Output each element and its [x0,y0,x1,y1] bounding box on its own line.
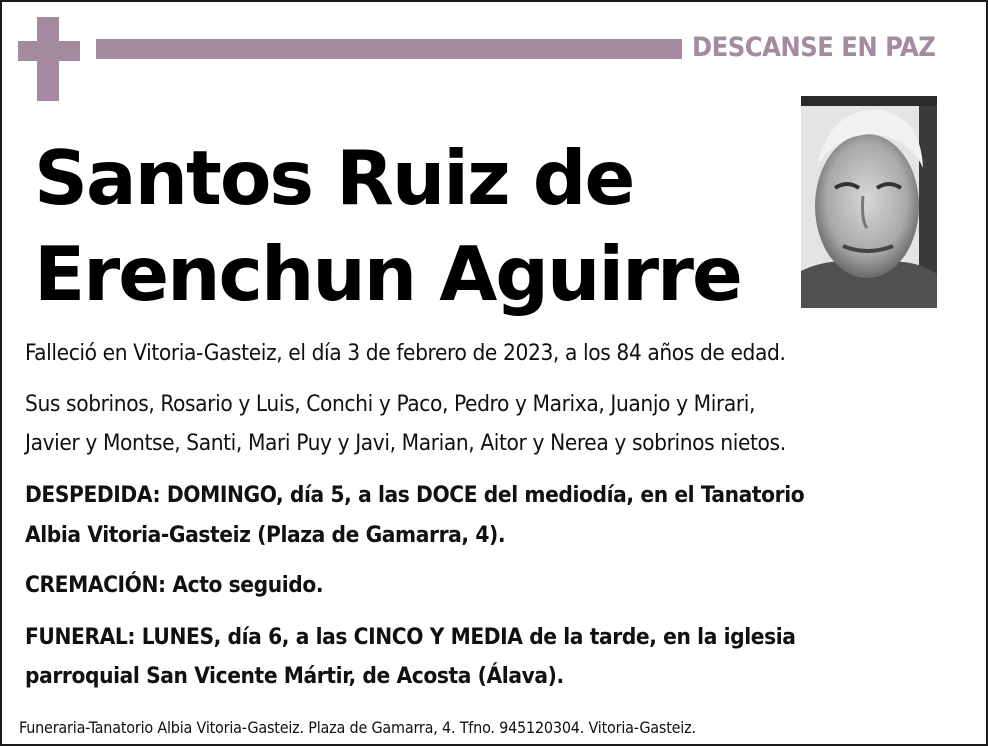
deceased-name-line1: Santos Ruiz de [34,134,634,222]
header-bar [96,39,682,59]
portrait-photo [801,96,937,308]
deceased-name-line2: Erenchun Aguirre [34,230,741,318]
deceased-name [34,130,754,322]
despedida-line-1: DESPEDIDA: DOMINGO, día 5, a las DOCE del mediodía, en el Tanatorio [25,482,805,508]
funeral-home-footer: Funeraria-Tanatorio Albia Vitoria-Gasteiz. Plaza de Gamarra, 4. Tfno. 945120304. Vitoria-Gasteiz. [19,718,696,737]
funeral-line-2: parroquial San Vicente Mártir, de Acosta (Álava). [25,663,564,689]
family-line-2: Javier y Montse, Santi, Mari Puy y Javi, Marian, Aitor y Nerea y sobrinos nietos. [25,430,786,456]
cremacion: CREMACIÓN: Acto seguido. [25,572,324,598]
header-title: DESCANSE EN PAZ [692,32,936,63]
family-line-1: Sus sobrinos, Rosario y Luis, Conchi y Paco, Pedro y Marixa, Juanjo y Mirari, [25,391,756,417]
despedida-line-2: Albia Vitoria-Gasteiz (Plaza de Gamarra, 4). [25,522,506,548]
cross-icon-arm [18,41,80,61]
funeral-line-1: FUNERAL: LUNES, día 6, a las CINCO Y MEDIA de la tarde, en la iglesia [25,624,796,650]
death-notice: Falleció en Vitoria-Gasteiz, el día 3 de febrero de 2023, a los 84 años de edad. [25,340,786,366]
